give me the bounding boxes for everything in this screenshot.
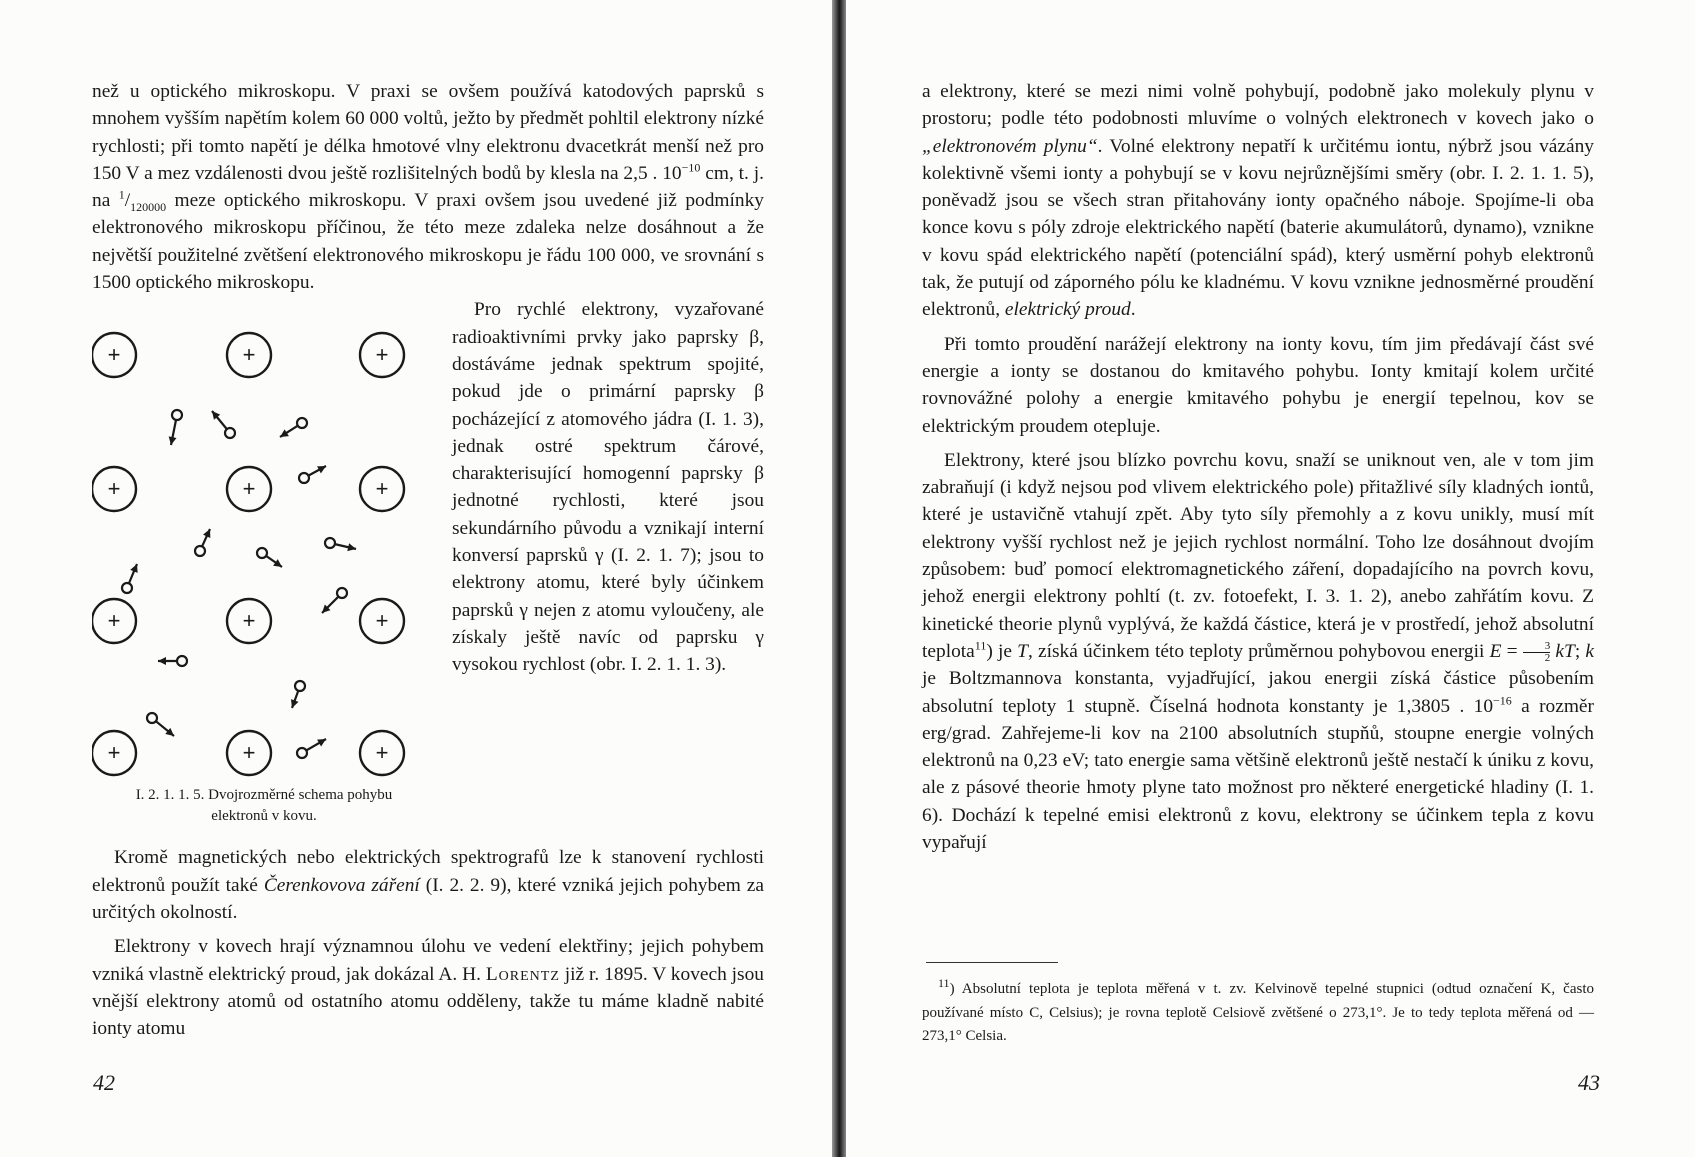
electron-arrow <box>325 538 356 551</box>
figure-electron-motion <box>92 303 436 840</box>
right-paragraph-2: Při tomto proudění narážejí elektrony na ionty kovu, tím jim předávají část své energie a ionty se dostanou do kmitavého pohybu. Ionty kmitají kolem určité rovnovážné polohy a energie kmitavého pohybu je energií tepelnou, kov se elektrickým proudem otepluje. <box>922 333 1594 437</box>
electron-arrow <box>291 681 305 708</box>
electron-arrow <box>195 529 210 556</box>
exponent: −10 <box>681 160 701 175</box>
ion <box>92 599 136 643</box>
author-name: Lorentz <box>485 963 560 985</box>
electron-arrows <box>122 410 356 758</box>
footnote: $^{11}$) Absolutní teplota je teplota měřená v t. zv. Kelvinově tepelné stupnici (odtud označení K, často používané místo C, Celsius); je rovna teplotě Celsiově zvětšené o 273,1°. Je to tedy teplota měřená od — 273,1° Celsia. <box>922 976 1594 1044</box>
electron-arrow <box>322 588 347 613</box>
electron-arrow <box>299 466 326 483</box>
ion <box>360 731 404 775</box>
electron-arrow <box>297 739 326 758</box>
electron-arrow <box>122 564 138 593</box>
ion <box>92 333 136 377</box>
ion <box>360 467 404 511</box>
electron-arrow <box>169 410 182 445</box>
electron-arrow <box>257 548 282 567</box>
ion <box>227 467 271 511</box>
left-paragraph-1: než u optického mikroskopu. V praxi se ovšem používá katodových paprsků s mnohem vyšším napětím kolem 60 000 voltů, ježto by předmět pohltil elektrony nízké rychlosti; při tomto napětí je délka hmotové vlny elektronu dvacetkrát menší než pro 150 V a mez vzdálenosti dvou ještě rozlišitelných bodů by klesla na 2,5 . $10^{-10}$ cm, t. j. na $^1/_{120000}$ meze optického mikroskopu. V praxi ovšem jsou uvedené již podmínky elektronového mikroskopu příčinou, že této meze zdaleka nelze dosáhnout a že největší použitelné zvětšení elektronového mikroskopu je řádu 100 000, ve srovnání s 1500 optického mikroskopu. <box>92 81 764 294</box>
ion-plus-sign: + <box>375 342 389 368</box>
formula-energy: E <box>1489 640 1502 662</box>
ion <box>227 599 271 643</box>
ion-plus-sign: + <box>375 608 389 634</box>
ion-plus-sign: + <box>242 740 256 766</box>
ion-plus-sign: + <box>242 608 256 634</box>
left-paragraph-4: Elektrony v kovech hrají významnou úlohu ve vedení elektřiny; jejich pohybem vzniká vlastně elektrický proud, jak dokázal A. H. Lorentz již r. 1895. V kovech jsou vnější elektrony atomů od ostatního atomu odděleny, takže tu máme kladně nabité ionty atomu <box>92 936 764 1040</box>
electron-arrow <box>280 418 307 437</box>
ion <box>360 333 404 377</box>
electron-arrow <box>158 656 187 666</box>
ion-grid <box>92 333 404 775</box>
electron-motion-diagram <box>92 303 436 781</box>
electron-arrow <box>147 713 174 736</box>
right-paragraph-3: Elektrony, které jsou blízko povrchu kovu, snaží se uniknout ven, ale v tom jim zabraňují (i když nejsou pod vlivem elektrického pole) přitažlivé síly kladných iontů, které je ustavičně vtahují zpět. Aby tyto síly přemohly a z kovu unikly, musí mít elektrony vyšší rychlost než je jejich rychlost normální. Toho lze dosáhnout dvojím způsobem: buď pomocí elektromagnetického záření, dopadajícího na povrch kovu, jehož energii elektrony pohltí (t. zv. fotoefekt, I. 3. 1. 2), anebo zahřátím kovu. Z kinetické theorie plynů vyplývá, že každá částice, která je v prostředí, jehož absolutní teplota$^{11}$) je T, získá účinkem této teploty průměrnou pohybovou energii E = $\frac{3}{2}$ kT; k je Boltzmannova konstanta, vyjadřující, jakou energii získá částice působením absolutní teploty 1 stupně. Číselná hodnota konstanty je 1,3805 . $10^{-16}$ a rozměr erg/grad. Zahřejeme-li kov na 2100 absolutních stupňů, stoupne energie volných elektronů na 0,23 eV; tato energie sama většině elektronů ještě nestačí k úniku z kovu, ale z pásové theorie hmoty plyne tato možnost pro některé energetické hladiny (I. 1. 6). Dochází k tepelné emisi elektronů z kovu, elektrony se účinkem tepla z kovu vypařují <box>922 449 1594 854</box>
right-page-body <box>922 78 1594 856</box>
electron-arrow <box>212 411 235 438</box>
ion-plus-sign: + <box>375 740 389 766</box>
right-paragraph-1: a elektrony, které se mezi nimi volně pohybují, podobně jako molekuly plynu v prostoru; podle této podobnosti mluvíme o volných elektronech v kovech jako o „elektronovém plynu“. Volné elektrony nepatří k určitému iontu, nýbrž jsou vázány kolektivně všemi ionty a pohybují se v kovu nejrůznějšími směry (obr. I. 2. 1. 1. 5), poněvadž jsou se všech stran přitahovány ionty opačného náboje. Spojíme-li oba konce kovu s póly zdroje elektrického napětí (baterie akumulátorů, dynamo), vznikne v kovu spád elektrického napětí (potenciální spád), který usměrní pohyb elektronů tak, že putují od záporného pólu ke kladnému. V kovu vznikne jednosměrné proudění elektronů, elektrický proud. <box>922 81 1595 321</box>
left-paragraph-2: Pro rychlé elektrony, vyzařované radioaktivními prvky jako paprsky β, dostáváme jednak spektrum spojité, pokud jde o primární paprsky β pocházející z atomového jádra (I. 1. 3), jednak ostré spektrum čárové, charakterisující homogenní paprsky β jednotné rychlosti, které jsou sekundárního původu a vznikají interní konversí paprsků γ (I. 2. 1. 7); jsou to elektrony atomu, které byly účinkem paprsků γ nejen z atomu vyloučeny, ale získaly ještě navíc od paprsku γ vysokou rychlost (obr. I. 2. 1. 1. 3). <box>452 299 764 676</box>
ion-plus-sign: + <box>107 342 121 368</box>
page-number-left: 42 <box>93 1070 115 1095</box>
ion-plus-sign: + <box>242 342 256 368</box>
book-gutter <box>832 0 846 1157</box>
ion <box>92 467 136 511</box>
ion <box>227 731 271 775</box>
ion <box>92 731 136 775</box>
left-paragraph-3: Kromě magnetických nebo elektrických spektrografů lze k stanovení rychlosti elektronů použít také Čerenkovova záření (I. 2. 2. 9), které vzniká jejich pohybem za určitých okolností. <box>92 847 764 923</box>
ion-plus-sign: + <box>242 476 256 502</box>
figure-caption: I. 2. 1. 1. 5. Dvojrozměrné schema pohybu elektronů v kovu. <box>135 787 393 825</box>
left-page-body <box>92 78 764 1042</box>
formula-fraction: $\frac{3}{2}$ <box>1523 641 1551 664</box>
ion <box>227 333 271 377</box>
footnote-divider <box>926 962 1058 963</box>
ion-plus-sign: + <box>107 740 121 766</box>
ion-plus-sign: + <box>107 608 121 634</box>
ion-plus-sign: + <box>107 476 121 502</box>
ion <box>360 599 404 643</box>
page-number-right: 43 <box>1578 1070 1600 1095</box>
ion-plus-sign: + <box>375 476 389 502</box>
